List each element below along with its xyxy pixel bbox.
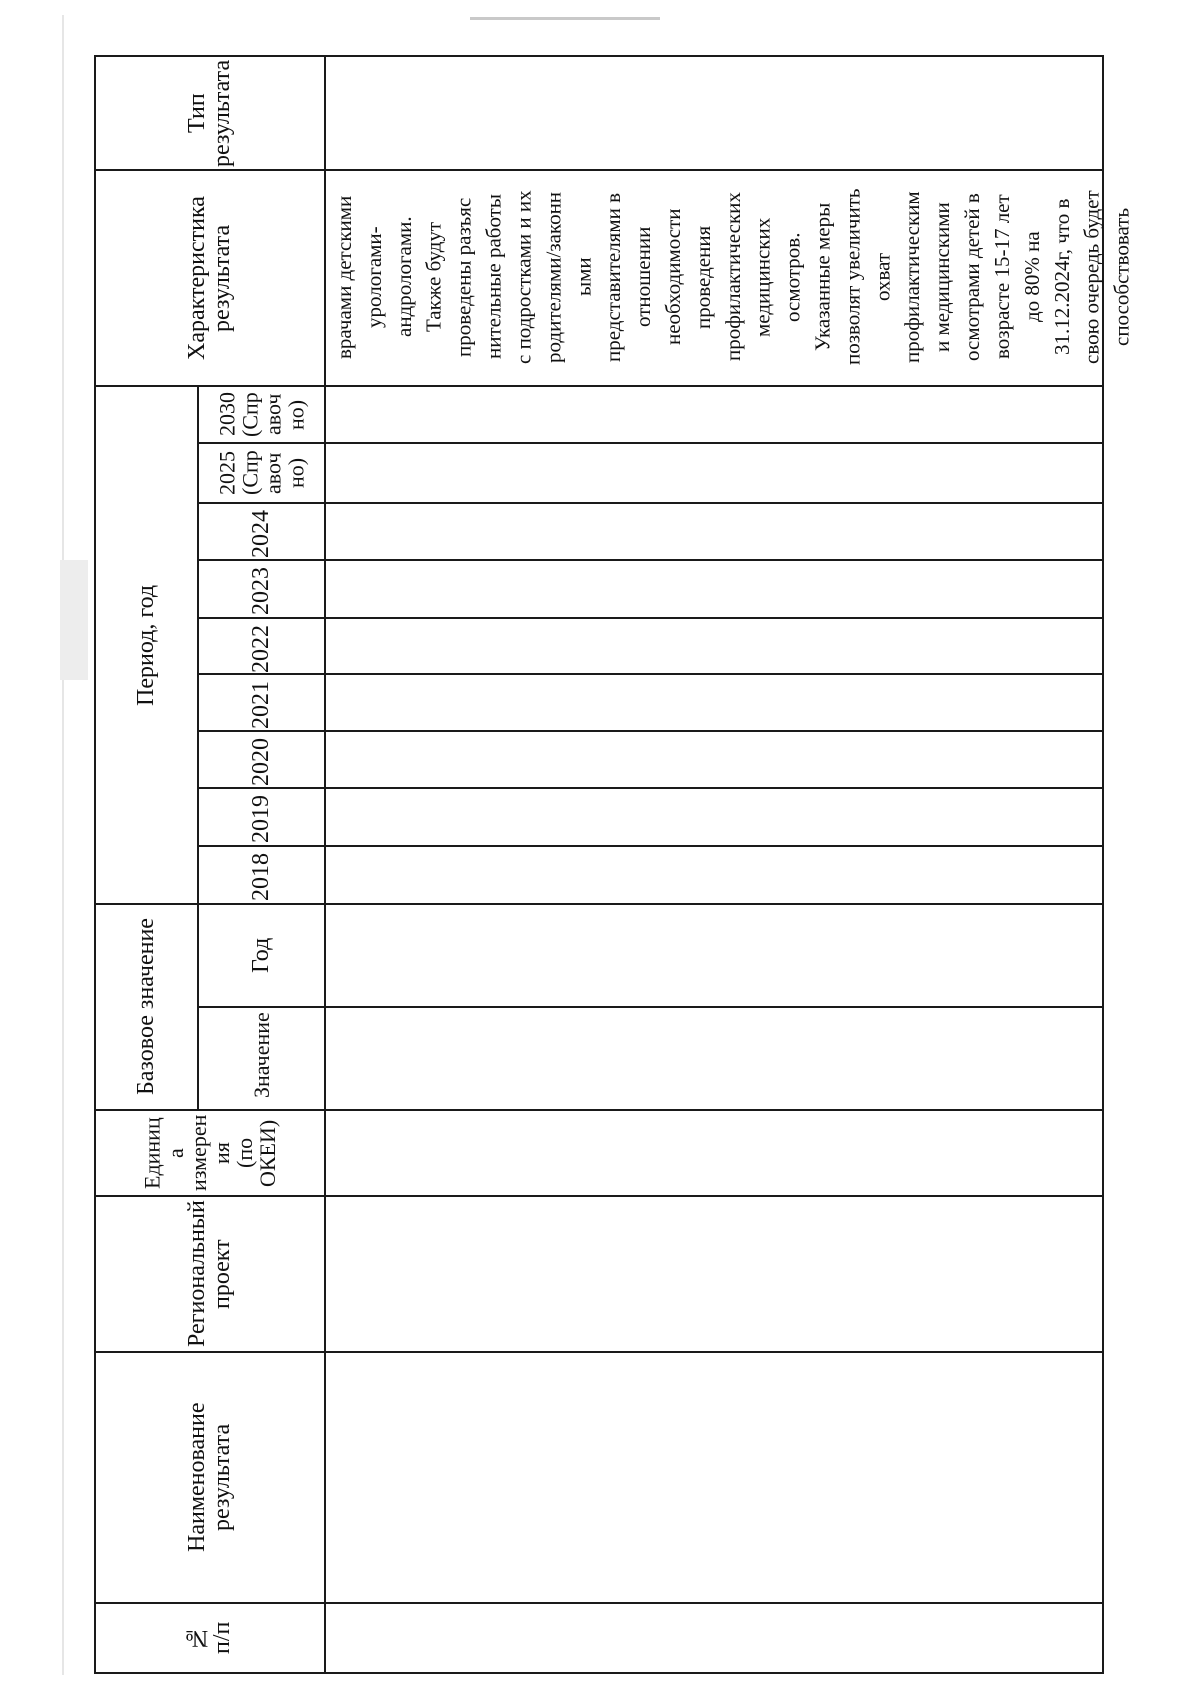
characteristic-line: Указанные меры — [810, 202, 835, 352]
grid-line — [197, 559, 1104, 561]
characteristic-line: позволят увеличить — [840, 188, 865, 366]
grid-line — [197, 673, 1104, 675]
header-year-2018: 2018 — [247, 853, 274, 901]
grid-line — [197, 502, 1104, 504]
header-regional-project: Региональный проект — [183, 1200, 235, 1348]
characteristic-line: необходимости — [660, 208, 685, 346]
header-year-2022: 2022 — [247, 625, 274, 673]
characteristic-line: урологами- — [361, 226, 386, 328]
characteristic-line: до 80% на — [1019, 231, 1044, 323]
characteristic-cell-text — [330, 170, 1134, 384]
header-year-2025: 2025 (Спр авоч но) — [214, 450, 309, 496]
header-base-value-value: Значение — [248, 1012, 274, 1098]
header-body-divider — [324, 55, 326, 1674]
header-year-2020: 2020 — [247, 738, 274, 786]
characteristic-line: и медицинскими — [930, 202, 955, 352]
scan-artifact-top — [470, 17, 660, 20]
table-border-bottom — [94, 1672, 1104, 1674]
grid-line — [197, 1006, 1104, 1008]
grid-line — [197, 617, 1104, 619]
grid-line — [197, 845, 1104, 847]
characteristic-line: профилактических — [720, 192, 745, 362]
characteristic-line: родителями/законн — [541, 191, 566, 363]
characteristic-line: андрологами. — [391, 216, 416, 338]
header-year-2024: 2024 — [247, 510, 274, 558]
characteristic-line: ыми — [571, 257, 596, 297]
grid-line — [197, 730, 1104, 732]
characteristic-line: 31.12.2024г, что в — [1049, 198, 1074, 356]
characteristic-line: проведены разъяс — [451, 197, 476, 357]
characteristic-line: способствовать — [1109, 207, 1134, 347]
header-type: Тип результата — [183, 59, 235, 167]
characteristic-line: осмотров. — [780, 232, 805, 322]
header-year-2023: 2023 — [247, 567, 274, 615]
header-result-name: Наименование результата — [183, 1402, 235, 1553]
characteristic-line: отношении — [631, 226, 656, 328]
characteristic-line: осмотрами детей в — [960, 193, 985, 361]
characteristic-line: Также будут — [421, 221, 446, 333]
characteristic-line: представителями в — [601, 192, 626, 362]
grid-line — [197, 442, 1104, 444]
header-period: Период, год — [132, 584, 159, 706]
characteristic-line: медицинских — [750, 217, 775, 337]
header-row-number: № п/п — [183, 1621, 235, 1655]
header-characteristic: Характеристика результата — [183, 196, 235, 360]
characteristic-line: профилактическим — [900, 191, 925, 363]
header-year-2019: 2019 — [247, 795, 274, 843]
characteristic-line: охват — [870, 252, 895, 302]
characteristic-line: свою очередь будет — [1079, 190, 1104, 364]
header-base-value-year: Год — [247, 937, 274, 974]
characteristic-line: возрасте 15-17 лет — [989, 194, 1014, 360]
header-year-2030: 2030 (Спр авоч но) — [214, 392, 309, 437]
header-year-2021: 2021 — [247, 681, 274, 729]
header-unit: Единиц а измерен ия (по ОКЕИ) — [139, 1114, 281, 1192]
grid-line — [197, 787, 1104, 789]
characteristic-line: проведения — [690, 225, 715, 329]
scan-artifact-left-edge — [62, 15, 64, 1675]
characteristic-line: нительные работы — [481, 194, 506, 360]
header-base-value: Базовое значение — [132, 918, 159, 1096]
characteristic-line: врачами детскими — [332, 195, 356, 359]
scan-artifact-left-marks — [60, 560, 88, 680]
characteristic-line: с подростками и их — [511, 190, 536, 364]
